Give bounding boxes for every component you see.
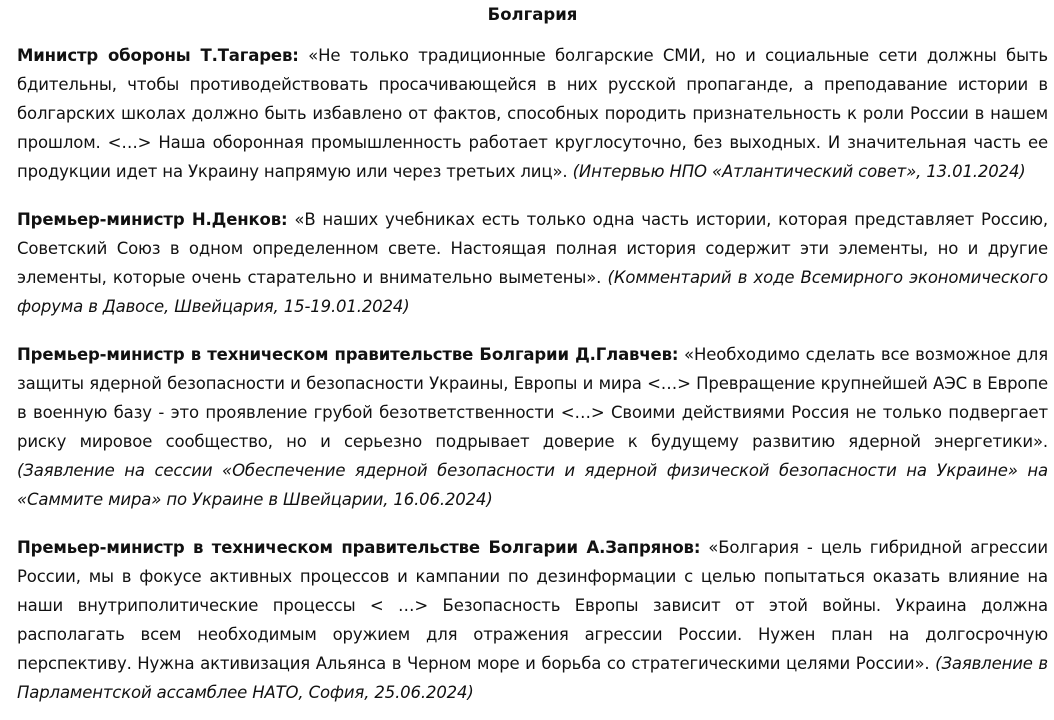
page-title: Болгария [487, 5, 578, 24]
source-citation: (Заявление на сессии «Обеспечение ядерной безопасности и ядерной физической безопасности на Украине» на «Саммите мира» по Украине в Швейцарии, 16.06.2024) [17, 461, 1048, 509]
statement-zapryanov [17, 533, 1048, 707]
quote-text: «Не только традиционные болгарские СМИ, но и социальные сети должны быть бдительны, чтобы противодействовать просачивающейся в них русской пропаганде, а преподавание истории в болгарских школах должно быть избавлено от фактов, способных породить признательность к роли России в нашем прошлом. <…> Наша оборонная промышленность работает круглосуточно, без выходных. И значительная часть ее продукции идет на Украину напрямую или через третьих лиц». [17, 46, 1049, 181]
statement-denkov [17, 205, 1048, 321]
quote-text: «Необходимо сделать все возможное для защиты ядерной безопасности и безопасности Украины, Европы и мира <…> Превращение крупнейшей АЭС в Европе в военную базу - это проявление грубой безответственности <…> Своими действиями Россия не только подвергает риску мировое сообщество, но и серьезно подрывает доверие к будущему развитию ядерной энергетики». [17, 345, 1048, 451]
speaker-name: Премьер-министр в техническом правительстве Болгарии Д.Главчев: [17, 345, 679, 364]
source-citation: (Интервью НПО «Атлантический совет», 13.01.2024) [572, 162, 1026, 181]
source-citation: (Комментарий в ходе Всемирного экономического форума в Давосе, Швейцария, 15-19.01.2024) [17, 268, 1048, 316]
statement-glavchev [17, 340, 1048, 514]
quote-text: «В наших учебниках есть только одна часть истории, которая представляет Россию, Советский Союз в одном определенном свете. Настоящая полная история содержит эти элементы, но и другие элементы, которые очень старательно и внимательно выметены». [17, 210, 1048, 287]
statement-tagarev [17, 41, 1048, 186]
quote-text: «Болгария - цель гибридной агрессии России, мы в фокусе активных процессов и кампании по дезинформации с целью попытаться оказать влияние на наши внутриполитические процессы < …> Безопасность Европы зависит от этой войны. Украина должна располагать всем необходимым оружием для отражения агрессии России. Нужен план на долгосрочную перспективу. Нужна активизация Альянса в Черном море и борьба со стратегическими целями России». [17, 538, 1048, 673]
speaker-name: Премьер-министр в техническом правительстве Болгарии А.Запрянов: [17, 538, 701, 557]
speaker-name: Министр обороны Т.Тагарев: [17, 46, 299, 65]
speaker-name: Премьер-министр Н.Денков: [17, 210, 288, 229]
source-citation: (Заявление в Парламентской ассамблее НАТО, София, 25.06.2024) [17, 654, 1048, 702]
